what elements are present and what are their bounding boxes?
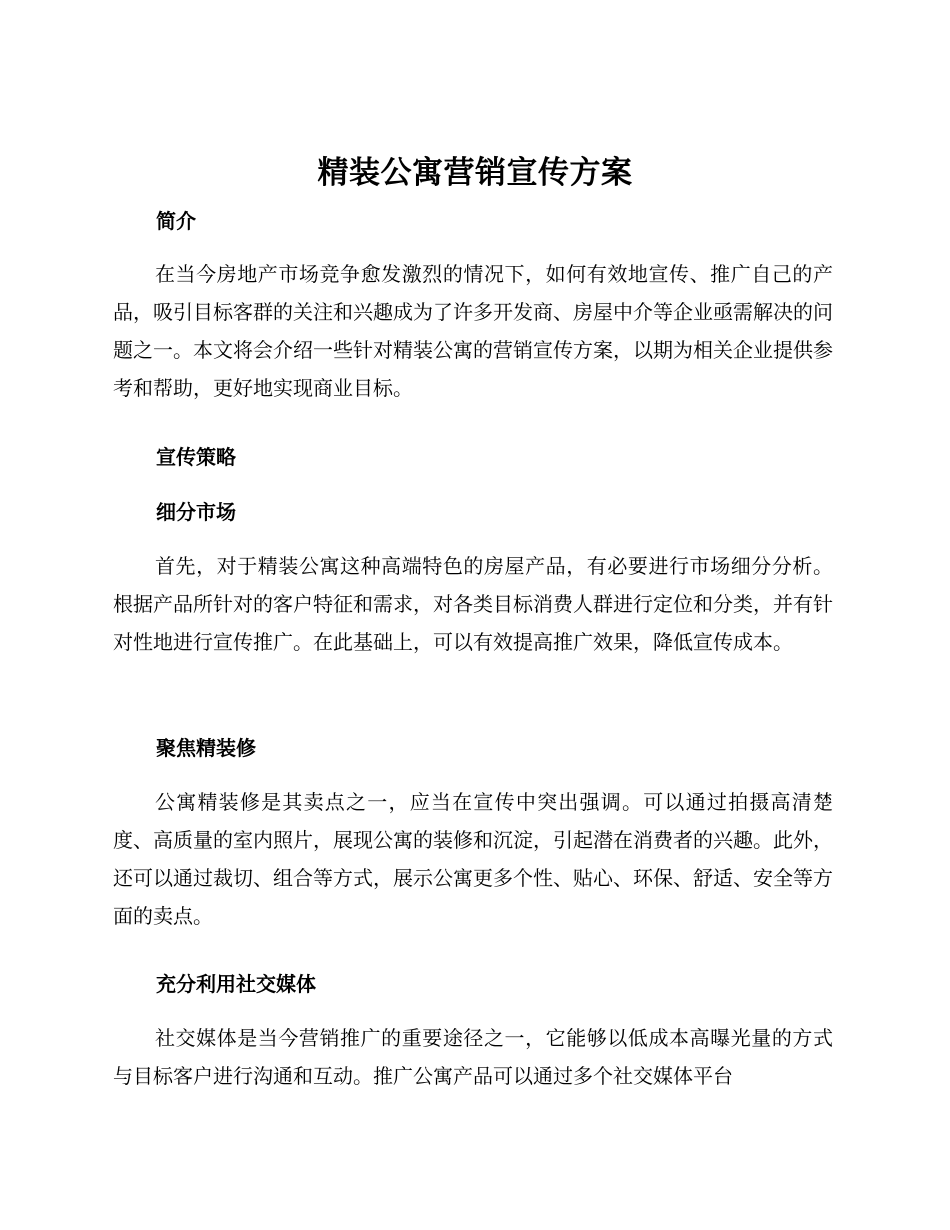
document-title: 精装公寓营销宣传方案 [317, 155, 633, 191]
section-heading-fine-decoration: 聚焦精装修 [156, 736, 256, 760]
paragraph-segment-market: 首先，对于精装公寓这种高端特色的房屋产品，有必要进行市场细分分析。根据产品所针对的客户特征和需求，对各类目标消费人群进行定位和分类，并有针对性地进行宣传推广。在此基础上，可以有效提高推广效果，降低宣传成本。 [113, 554, 833, 654]
section-heading-intro: 简介 [156, 209, 196, 233]
paragraph-social-media: 社交媒体是当今营销推广的重要途径之一，它能够以低成本高曝光量的方式与目标客户进行沟通和互动。推广公寓产品可以通过多个社交媒体平台 [113, 1026, 833, 1088]
paragraph-fine-decoration: 公寓精装修是其卖点之一，应当在宣传中突出强调。可以通过拍摄高清楚度、高质量的室内照片，展现公寓的装修和沉淀，引起潜在消费者的兴趣。此外，还可以通过裁切、组合等方式，展示公寓更多个性、贴心、环保、舒适、安全等方面的卖点。 [113, 790, 833, 928]
paragraph-intro: 在当今房地产市场竞争愈发激烈的情况下，如何有效地宣传、推广自己的产品，吸引目标客群的关注和兴趣成为了许多开发商、房屋中介等企业亟需解决的问题之一。本文将会介绍一些针对精装公寓的营销宣传方案，以期为相关企业提供参考和帮助，更好地实现商业目标。 [113, 262, 833, 400]
section-heading-segment-market: 细分市场 [156, 500, 236, 524]
section-heading-social-media: 充分利用社交媒体 [156, 972, 316, 996]
section-heading-strategy: 宣传策略 [156, 445, 236, 469]
